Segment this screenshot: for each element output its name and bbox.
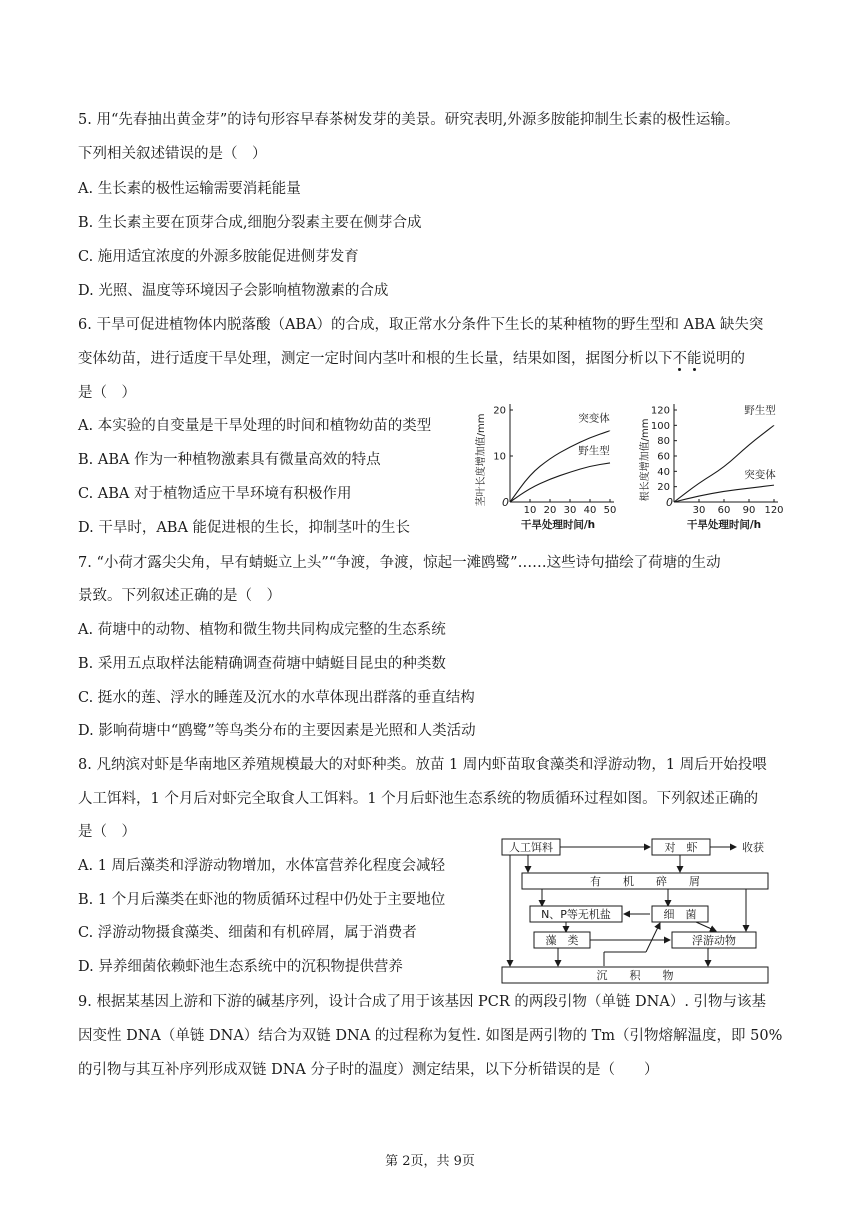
chart1-ylabel: 茎叶长度增加值/mm [476, 413, 487, 507]
x-tick-label: 30 [692, 505, 706, 516]
q8-stem-line2: 人工饵料，1 个月后对虾完全取食人工饵料。1 个月后虾池生态系统的物质循环过程如图。下列叙述正确的 [78, 791, 759, 807]
q6-stem-line1: 6. 干旱可促进植物体内脱落酸（ABA）的合成，取正常水分条件下生长的某种植物的野生型和 ABA 缺失突 [78, 317, 764, 333]
y-tick-label: 120 [650, 405, 670, 417]
feed-label: 人工饵料 [509, 841, 553, 854]
chart1-xlabel: 干旱处理时间/h [520, 519, 596, 531]
feed-box [502, 839, 560, 855]
q8-option-d: D. 异养细菌依赖虾池生态系统中的沉积物提供营养 [78, 959, 403, 975]
y-tick-label: 100 [650, 420, 670, 432]
y-tick-label: 20 [493, 405, 506, 417]
q5-option-d: D. 光照、温度等环境因子会影响植物激素的合成 [78, 283, 389, 299]
q6-option-b: B. ABA 作为一种植物激素具有微量高效的特点 [78, 452, 381, 468]
y-tick-label: 20 [657, 482, 670, 494]
q9-stem-line1: 9. 根据某基因上游和下游的碱基序列，设计合成了用于该基因 PCR 的两段引物（单链 DNA）. 引物与该基 [78, 994, 767, 1010]
stem-leaf-growth-chart [472, 398, 622, 534]
root-growth-chart [636, 398, 786, 534]
origin-label: 0 [666, 496, 673, 509]
q8-option-c: C. 浮游动物摄食藻类、细菌和有机碎屑，属于消费者 [78, 925, 417, 941]
q9-stem-line2: 因变性 DNA（单链 DNA）结合为双链 DNA 的过程称为复性. 如图是两引物的 Tm（引物熔解温度，即 50% [78, 1028, 783, 1044]
detritus-box [522, 873, 768, 889]
emphasis-char-1: 不 [672, 351, 687, 367]
material-cycle-diagram [496, 834, 782, 984]
series-label-2: 突变体 [744, 469, 776, 482]
shrimp-label: 对 虾 [664, 841, 698, 854]
salts-label: N、P等无机盐 [541, 908, 611, 921]
q8-stem-line3: 是（ ） [78, 824, 136, 840]
y-tick-label: 80 [657, 436, 670, 448]
q5-stem-line2: 下列相关叙述错误的是（ ） [78, 146, 267, 162]
q7-option-b: B. 采用五点取样法能精确调查荷塘中蜻蜓目昆虫的种类数 [78, 656, 446, 672]
q6-stem-line2-text: 变体幼苗，进行适度干旱处理，测定一定时间内茎叶和根的生长量，结果如图，据图分析以下 [78, 351, 673, 367]
q7-stem-line1: 7. “小荷才露尖尖角，早有蜻蜓立上头”“争渡，争渡，惊起一滩鸥鹭”……这些诗句描绘了荷塘的生动 [78, 555, 721, 571]
chart2-xlabel: 干旱处理时间/h [686, 519, 762, 531]
x-tick-label: 30 [563, 505, 577, 516]
q7-option-c: C. 挺水的莲、浮水的睡莲及沉水的水草体现出群落的垂直结构 [78, 690, 475, 706]
bacteria-box [652, 906, 708, 922]
q7-option-d: D. 影响荷塘中“鸥鹭”等鸟类分布的主要因素是光照和人类活动 [78, 723, 476, 739]
q6-option-d: D. 干旱时，ABA 能促进根的生长，抑制茎叶的生长 [78, 520, 411, 536]
emphasis-char-2: 能 [687, 351, 702, 367]
q8-option-b: B. 1 个月后藻类在虾池的物质循环过程中仍处于主要地位 [78, 892, 446, 908]
x-tick-label: 50 [603, 505, 617, 516]
algae-box [534, 932, 590, 948]
sediment-box [502, 967, 768, 983]
q8-stem-line1: 8. 凡纳滨对虾是华南地区养殖规模最大的对虾种类。放苗 1 周内虾苗取食藻类和浮游动物，1 周后开始投喂 [78, 757, 767, 773]
zooplankton-box [672, 932, 756, 948]
q6-option-a: A. 本实验的自变量是干旱处理的时间和植物幼苗的类型 [78, 418, 432, 434]
q5-option-b: B. 生长素主要在顶芽合成,细胞分裂素主要在侧芽合成 [78, 215, 422, 231]
zooplankton-label: 浮游动物 [692, 934, 736, 947]
y-tick-label: 60 [657, 451, 670, 463]
x-tick-label: 20 [543, 505, 557, 516]
x-tick-label: 90 [742, 505, 756, 516]
y-tick-label: 40 [657, 466, 670, 478]
algae-label: 藻 类 [545, 934, 579, 947]
origin-label: 0 [502, 496, 509, 509]
shrimp-box [652, 839, 710, 855]
q6-stem-line2 [78, 349, 745, 369]
q9-stem-line3: 的引物与其互补序列形成双链 DNA 分子时的温度）测定结果，以下分析错误的是（ ） [78, 1062, 659, 1078]
page-footer: 第 2页，共 9页 [385, 1154, 475, 1169]
q7-stem-line2: 景致。下列叙述正确的是（ ） [78, 588, 281, 604]
q7-option-a: A. 荷塘中的动物、植物和微生物共同构成完整的生态系统 [78, 622, 446, 638]
series-label-2: 野生型 [578, 444, 610, 457]
bacteria-label: 细 菌 [663, 908, 697, 921]
chart2-ylabel: 根长度增加值/mm [640, 418, 651, 502]
x-tick-label: 10 [523, 505, 537, 516]
q6-option-c: C. ABA 对于植物适应干旱环境有积极作用 [78, 486, 352, 502]
series-line-1 [674, 425, 774, 502]
x-tick-label: 40 [583, 505, 597, 516]
sediment-label: 沉 积 物 [596, 969, 674, 982]
q6-stem-line3: 是（ ） [78, 385, 136, 401]
q6-stem-line2-end: 说明的 [701, 351, 745, 367]
x-tick-label: 60 [717, 505, 731, 516]
detritus-label: 有 机 碎 屑 [590, 875, 700, 888]
q8-option-a: A. 1 周后藻类和浮游动物增加，水体富营养化程度会减轻 [78, 858, 446, 874]
series-label-1: 突变体 [578, 412, 610, 425]
harvest-label: 收获 [742, 841, 764, 854]
salts-box [530, 906, 622, 922]
q5-option-c: C. 施用适宜浓度的外源多胺能促进侧芽发育 [78, 249, 359, 265]
series-label-1: 野生型 [744, 404, 776, 417]
x-tick-label: 120 [764, 505, 784, 516]
q5-option-a: A. 生长素的极性运输需要消耗能量 [78, 181, 301, 197]
q5-stem-line1: 5. 用“先春抽出黄金芽”的诗句形容早春茶树发芽的美景。研究表明,外源多胺能抑制生长素的极性运输。 [78, 112, 740, 128]
y-tick-label: 10 [493, 451, 506, 463]
